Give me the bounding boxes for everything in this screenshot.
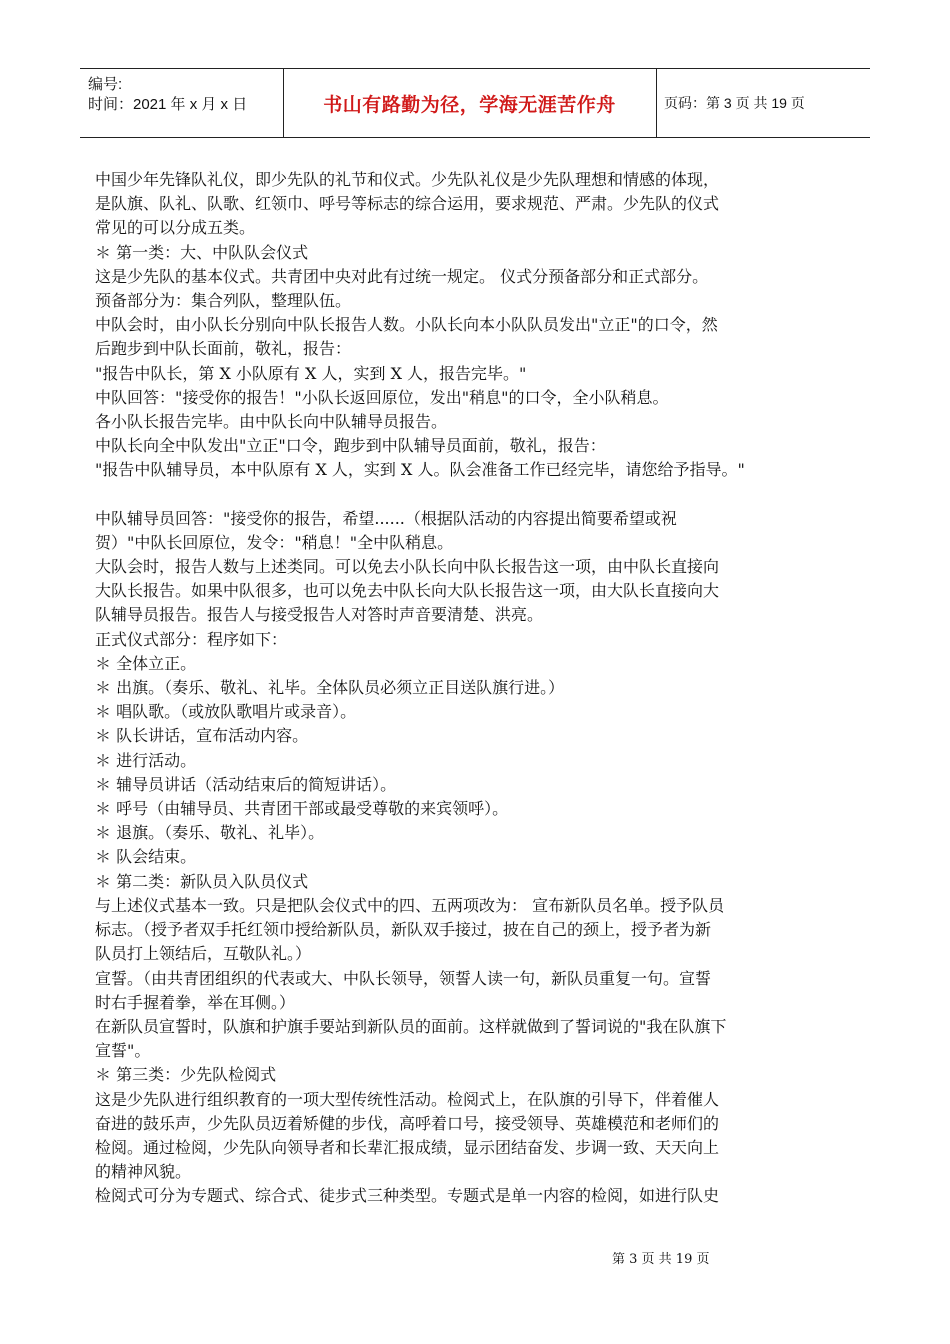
body-line: 队员打上领结后，互敬队礼。） bbox=[95, 944, 312, 964]
body-line: 中队会时，由小队长分别向中队长报告人数。小队长向本小队队员发出"立正"的口令，然 bbox=[95, 315, 718, 335]
body-line: 检阅式可分为专题式、综合式、徒步式三种类型。专题式是单一内容的检阅，如进行队史 bbox=[95, 1186, 720, 1206]
body-line: 大队会时，报告人数与上述类同。可以免去小队长向中队长报告这一项，由中队长直接向 bbox=[95, 557, 720, 577]
body-line: ＊ 唱队歌。（或放队歌唱片或录音）。 bbox=[95, 702, 357, 722]
body-line: ＊ 第三类：少先队检阅式 bbox=[95, 1065, 277, 1085]
body-line: 时右手握着拳，举在耳侧。） bbox=[95, 992, 296, 1012]
document-body bbox=[95, 168, 855, 1209]
body-line: 这是少先队进行组织教育的一项大型传统性活动。检阅式上，在队旗的引导下，伴着催人 bbox=[95, 1089, 720, 1109]
body-line: 中队辅导员回答："接受你的报告，希望......（根据队活动的内容提出简要希望或祝 bbox=[95, 508, 677, 528]
body-line: 各小队长报告完毕。由中队长向中队辅导员报告。 bbox=[95, 412, 448, 432]
document-header bbox=[80, 68, 870, 138]
body-line: 中队回答："接受你的报告！"小队长返回原位，发出"稍息"的口令，全小队稍息。 bbox=[95, 387, 669, 407]
body-line: ＊ 队长讲话，宣布活动内容。 bbox=[95, 726, 309, 746]
body-line: ＊ 第一类：大、中队队会仪式 bbox=[95, 242, 309, 262]
body-line: 后跑步到中队长面前，敬礼，报告： bbox=[95, 339, 352, 359]
body-line: ＊ 呼号（由辅导员、共青团干部或最受尊敬的来宾领呼）。 bbox=[95, 799, 509, 819]
body-line: ＊ 全体立正。 bbox=[95, 653, 197, 673]
body-line: 宣誓。（由共青团组织的代表或大、中队长领导，领誓人读一句，新队员重复一句。宣誓 bbox=[95, 968, 712, 988]
body-line: ＊ 辅导员讲话（活动结束后的简短讲话）。 bbox=[95, 774, 397, 794]
body-line: 中国少年先锋队礼仪，即少先队的礼节和仪式。少先队礼仪是少先队理想和情感的体现， bbox=[95, 170, 720, 189]
document-number-label: 编号: bbox=[88, 76, 123, 93]
body-line: 检阅。通过检阅，少先队向领导者和长辈汇报成绩，显示团结奋发、步调一致、天天向上 bbox=[95, 1137, 720, 1157]
header-motto: 书山有路勤为径，学海无涯苦作舟 bbox=[323, 93, 616, 116]
header-meta bbox=[80, 69, 283, 137]
blank-line bbox=[95, 483, 855, 507]
body-line: 贺）"中队长回原位，发令："稍息！"全中队稍息。 bbox=[95, 532, 454, 552]
body-line: 是队旗、队礼、队歌、红领巾、呼号等标志的综合运用，要求规范、严肃。少先队的仪式 bbox=[95, 194, 720, 214]
body-line: 常见的可以分成五类。 bbox=[95, 218, 256, 238]
header-page-label: 页码：第 3 页 共 19 页 bbox=[664, 95, 805, 111]
body-line: 中队长向全中队发出"立正"口令，跑步到中队辅导员面前，敬礼，报告： bbox=[95, 436, 606, 456]
body-line: 大队长报告。如果中队很多，也可以免去中队长向大队长报告这一项，由大队长直接向大 bbox=[95, 581, 720, 601]
body-line: 宣誓"。 bbox=[95, 1041, 151, 1061]
body-line: ＊ 进行活动。 bbox=[95, 750, 197, 770]
body-line: 与上述仪式基本一致。只是把队会仪式中的四、五两项改为： 宣布新队员名单。授予队员 bbox=[95, 895, 725, 915]
body-line: ＊ 第二类：新队员入队员仪式 bbox=[95, 871, 309, 891]
body-line: 队辅导员报告。报告人与接受报告人对答时声音要清楚、洪亮。 bbox=[95, 605, 544, 625]
document-date-label: 时间：2021 年 x 月 x 日 bbox=[88, 96, 248, 113]
body-line: 奋进的鼓乐声，少先队员迈着矫健的步伐，高呼着口号，接受领导、英雄模范和老师们的 bbox=[95, 1113, 720, 1133]
body-line: ＊ 出旗。（奏乐、敬礼、礼毕。全体队员必须立正目送队旗行进。） bbox=[95, 678, 565, 698]
body-line: "报告中队长，第 X 小队原有 X 人，实到 X 人，报告完毕。" bbox=[95, 363, 527, 383]
body-line: 正式仪式部分：程序如下： bbox=[95, 629, 288, 649]
body-line: 标志。（授予者双手托红领巾授给新队员，新队双手接过，披在自己的颈上，授予者为新 bbox=[95, 920, 712, 940]
body-line: 在新队员宣誓时，队旗和护旗手要站到新队员的面前。这样就做到了誓词说的"我在队旗下 bbox=[95, 1016, 727, 1036]
body-line: 的精神风貌。 bbox=[95, 1162, 192, 1182]
body-line: ＊ 队会结束。 bbox=[95, 847, 197, 867]
body-line: 这是少先队的基本仪式。共青团中央对此有过统一规定。 仪式分预备部分和正式部分。 bbox=[95, 266, 709, 286]
header-divider-right bbox=[656, 69, 657, 137]
body-line: "报告中队辅导员，本中队原有 X 人，实到 X 人。队会准备工作已经完毕，请您给予指导。" bbox=[95, 460, 745, 480]
body-line: ＊ 退旗。（奏乐、敬礼、礼毕）。 bbox=[95, 823, 325, 843]
body-line: 预备部分为：集合列队，整理队伍。 bbox=[95, 291, 352, 311]
page-footer: 第 3 页 共 19 页 bbox=[612, 1252, 710, 1267]
